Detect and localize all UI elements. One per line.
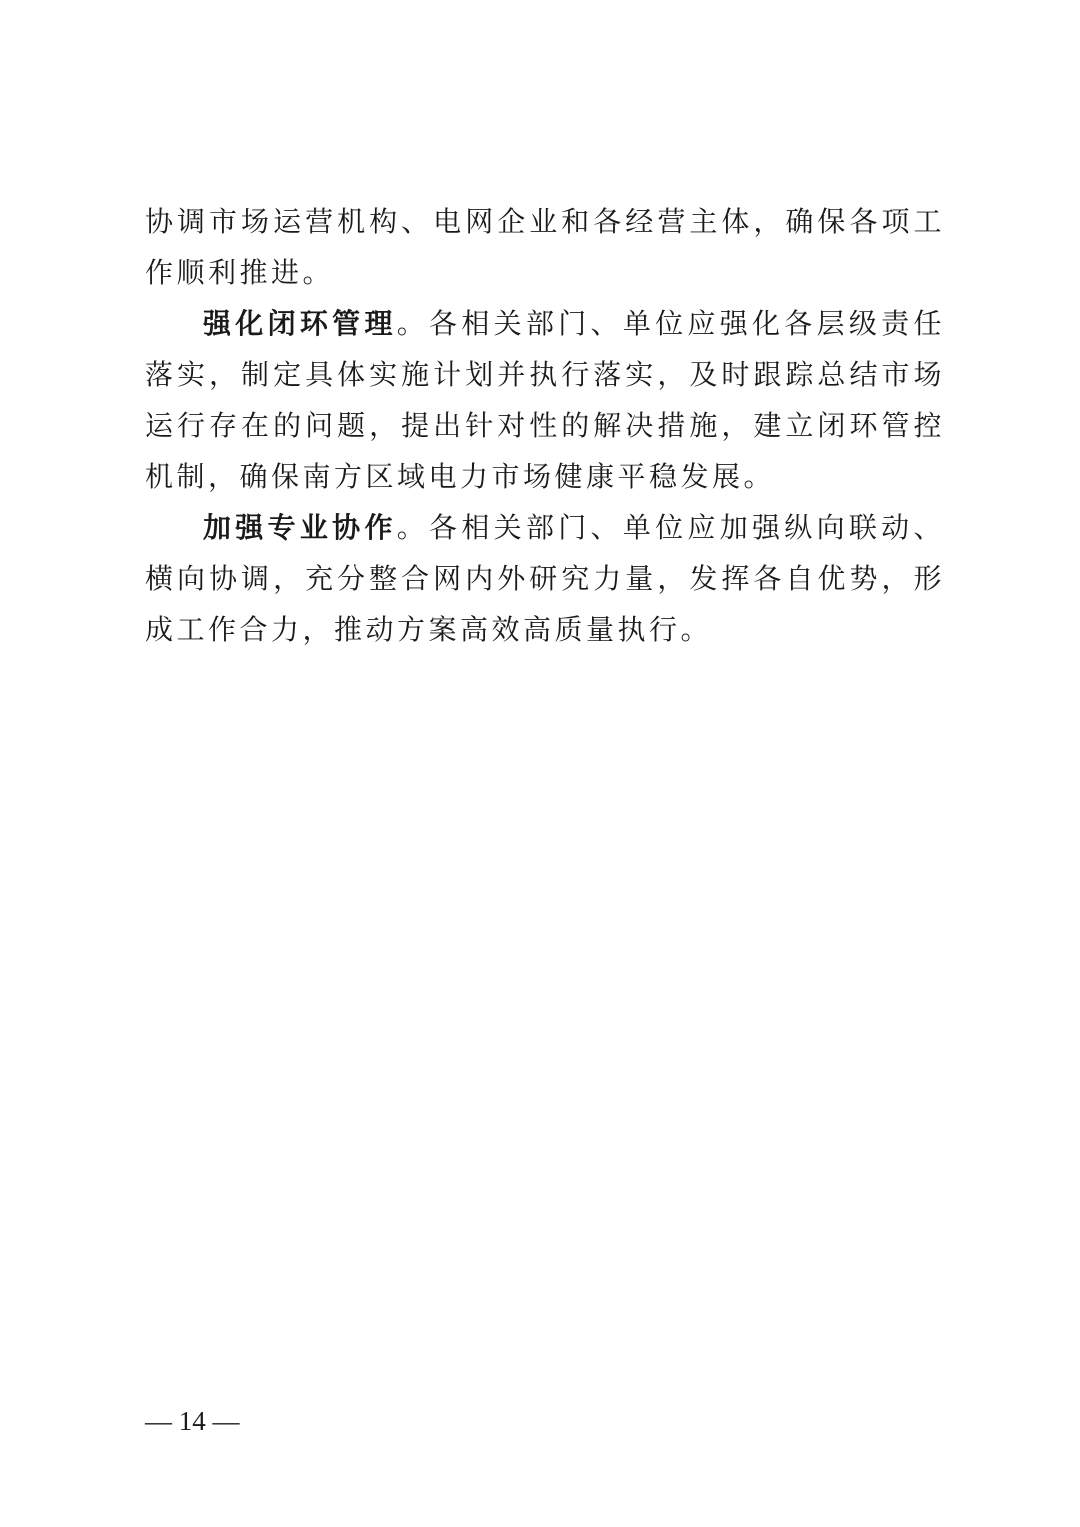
page-number: — 14 —	[145, 1406, 240, 1436]
paragraph-continuation	[145, 196, 945, 298]
paragraph-text: 协调市场运营机构、电网企业和各经营主体，确保各项工作顺利推进。	[145, 205, 945, 289]
paragraph-professional-collaboration	[145, 502, 945, 655]
paragraph-text: 。各相关部门、单位应强化各层级责任落实，制定具体实施计划并执行落实，及时跟踪总结市场运行存在的问题，提出针对性的解决措施，建立闭环管控机制，确保南方区域电力市场健康平稳发展。	[145, 307, 945, 493]
paragraph-heading: 加强专业协作	[203, 511, 397, 544]
paragraph-heading: 强化闭环管理	[203, 307, 397, 340]
paragraph-closed-loop-management	[145, 298, 945, 502]
paragraph-text: 。各相关部门、单位应加强纵向联动、横向协调，充分整合网内外研究力量，发挥各自优势，形成工作合力，推动方案高效高质量执行。	[145, 511, 945, 646]
body-text	[145, 196, 945, 655]
